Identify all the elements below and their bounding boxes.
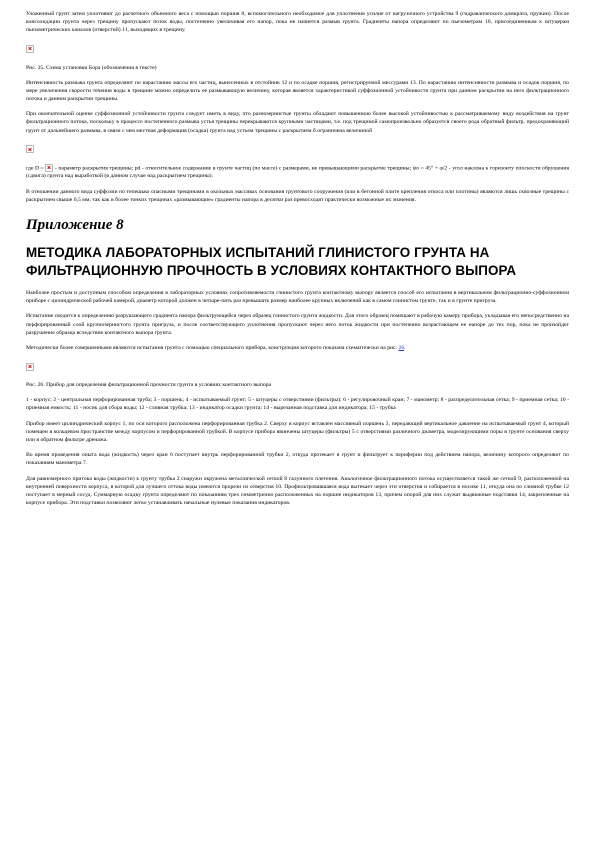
device-reference-text: Методически более совершенными являются испытания грунта с помощью специального прибора, конструкция которого показана схематически на рис. xyxy=(26,344,398,351)
figure-26-caption: Рис. 26. Прибор для определения фильтрационной прочности грунта в условиях контактного выпора xyxy=(26,382,272,389)
paragraph-device-description: Прибор имеет цилиндрический корпус 1, по оси которого расположена перфорированная трубка 2. Сверху в корпус вставлен массивный поршень 3, передающий вертикальное давление на испытываемый грунт 4, который помещен в кольцевом пространстве между корпусом и перфорированной трубкой. В корпусе прибора ввинчены штуцеры (фильтры) 5 с отверстиями различного диаметра, моделирующими поры в грунте основания сверху или в обратном фильтре дренажа. xyxy=(26,420,569,443)
paragraph-flow-distribution: Для равномерного притока воды (жидкости) к грунту трубка 2 снаружи окружена металлической сеткой 8 галунного плетения. Аналогичное фильтрационного потока осуществляется такой же сеткой 9, расположенной на внутренней поверхности корпуса, в которой для лучшего оттока воды имеются прорези из отверстия 10. Профильтровавшаяся вода вытекает через эти отверстия и собирается в носике 11, откуда она по сливной трубке 12 поступает в мерный сосуд. Суммарную осадку грунта определяют по показаниям трех симметрично расположенных на поршне индикаторов 13, причем опорой для них служат выдвижные подставки 14, закрепленные на корпусе прибора. Эти подставки позволяют легко устанавливать начальные нулевые показания индикаторов. xyxy=(26,475,569,507)
section-title: МЕТОДИКА ЛАБОРАТОРНЫХ ИСПЫТАНИЙ ГЛИНИСТОГО ГРУНТА НА ФИЛЬТРАЦИОННУЮ ПРОЧНОСТЬ В УСЛОВИЯХ КОНТАКТНОГО ВЫПОРА xyxy=(26,244,517,279)
figure-26-link[interactable]: 26 xyxy=(398,344,405,351)
formula-explanation: - параметр раскрытия трещины; pd - относительное содержание в грунте частиц (по массе) с размерами, не превышающими раскрытие трещины; ψo = 45° + φ/2 - угол наклона к горизонту плоскости обрушения (сдвига) грунта над выработкой (в данном случае над раскрытием трещины). xyxy=(26,165,570,180)
appendix-heading: Приложение 8 xyxy=(26,216,124,233)
figure-26 xyxy=(26,357,569,375)
paragraph-erosion-intensity: Интенсивность размыва грунта определяют по нарастанию массы его частиц, вынесенных в отстойник 12 и по осадке поршня, регистрируемой мессурами 13. По нарастанию интенсивности размыва и осадок поршня, по мере увеличения скорости течения воды в трещине можно определить ее размывающую величину, которая является характеристикой суффозионной устойчивости грунта при данном раскрытии на него фильтрационного потока и данном раскрытии трещины. xyxy=(26,79,569,103)
broken-image-icon xyxy=(26,363,34,371)
broken-image-icon xyxy=(26,45,34,53)
formula-image xyxy=(26,140,569,158)
paragraph-crack-criteria: В отношении данного вида суффозии по тепешько опасными трещинами в окольных массивах основания грунтового сооружения (или в бетонной плите крепления откоса или плотины) являются лишь сквозные трещины с раскрытием свыше 0,5 мм, так как в более тонких трещинах «размывающие» градиенты напора в десятки раз превосходят практически возможные их значения. xyxy=(26,188,569,203)
paragraph-test-flow: Во время проведения опыта вода (жидкость) через кран 6 поступает внутрь перфорированной трубки 2, откуда протекает в грунт и фильтрует к периферии под действием напора, величину которого определяют по показаниям манометра 7. xyxy=(26,452,569,467)
figure-25-caption: Рис. 25. Схема установки Бора (обозначения в тексте) xyxy=(26,64,157,71)
figure-25 xyxy=(26,40,569,58)
device-reference-end: . xyxy=(404,344,406,351)
paragraph-soil-compaction: Уложенный грунт затем уплотняют до расчетного объемного веса с помощью поршня 8, вспомогательного необходимое для уплотнения усилие от нагрузочного устройства 9 (гидравлического домкрата, пружин). После консолидации грунта через трещину пропускают поток воды, постепенно увеличивая его напор, пока не начнется размыв грунта. Градиенты напора определяют по пьезометрам 10, присоединенным к штуцерам пьезометрических каналов (отверстий) 11, выходящих в трещину. xyxy=(26,11,569,34)
formula-definition xyxy=(26,164,569,181)
paragraph-device-reference xyxy=(26,344,569,352)
broken-image-icon xyxy=(26,145,34,153)
paragraph-test-method: Наиболее простым и доступным способом определения в лабораторных условиях сопротивляемости глинистого грунта контактному выпору является способ его испытания в вертикальном фильтрационно-суффозионном приборе с цилиндрической рабочей камерой, диаметр которой должен в четыре-пять раз превышать размер наиболее крупных включений как в самом глинистом грунте, так и в грунте пригруза. xyxy=(26,289,569,305)
paragraph-suffosion-assessment: При окончательной оценке суффозионной устойчивости грунта следует иметь в виду, что разнозернистые грунты обладают повышенною более высокой устойчивостью к рассматриваемому виду воздействия на грунт фильтрационного потока, поскольку в процессе постепенного размыва устья трещины перекрываются крупными частицами, т.е. под трещиной самопроизвольно образуется своего рода обратный фильтр, предохраняющий грунт от дальнейшего размыва, в связи с чем местная деформация (осадка) грунта над устьем трещины с раскрытием б ограничена величиной xyxy=(26,111,569,134)
figure-26-legend: 1 - корпус; 2 - центральная перфорированная труба; 3 - поршень; 4 - испытываемый грунт; 5 - штуцеры с отверстиями (фильтры); 6 - регулировочный кран; 7 - манометр; 8 - распределительная сетка; 9 - приемная сетка; 10 - приемная емкость; 11 - носик для сбора воды; 12 - сливная трубка; 13 - индикатор осадки грунта; 14 - вырезанная подставка для индикатора; 15 - трубка xyxy=(26,397,569,412)
broken-image-icon xyxy=(45,164,53,172)
formula-lead: где D = xyxy=(26,165,44,172)
paragraph-test-procedure: Испытание сводится к определению разрушающего градиента напора фильтрующейся через образец глинистого грунта жидкости. Для этого образец помещают в рабочую камеру прибора, укладывая его непосредственно на перфорированный слой крупнозернистого грунта пригруза, и после соответствующего уплотнения пропускают через него поток жидкости при постепенно возрастающем ее напоре до тех пор, пока не произойдет разрушение образца вследствие контактного выпора грунта. xyxy=(26,313,569,336)
